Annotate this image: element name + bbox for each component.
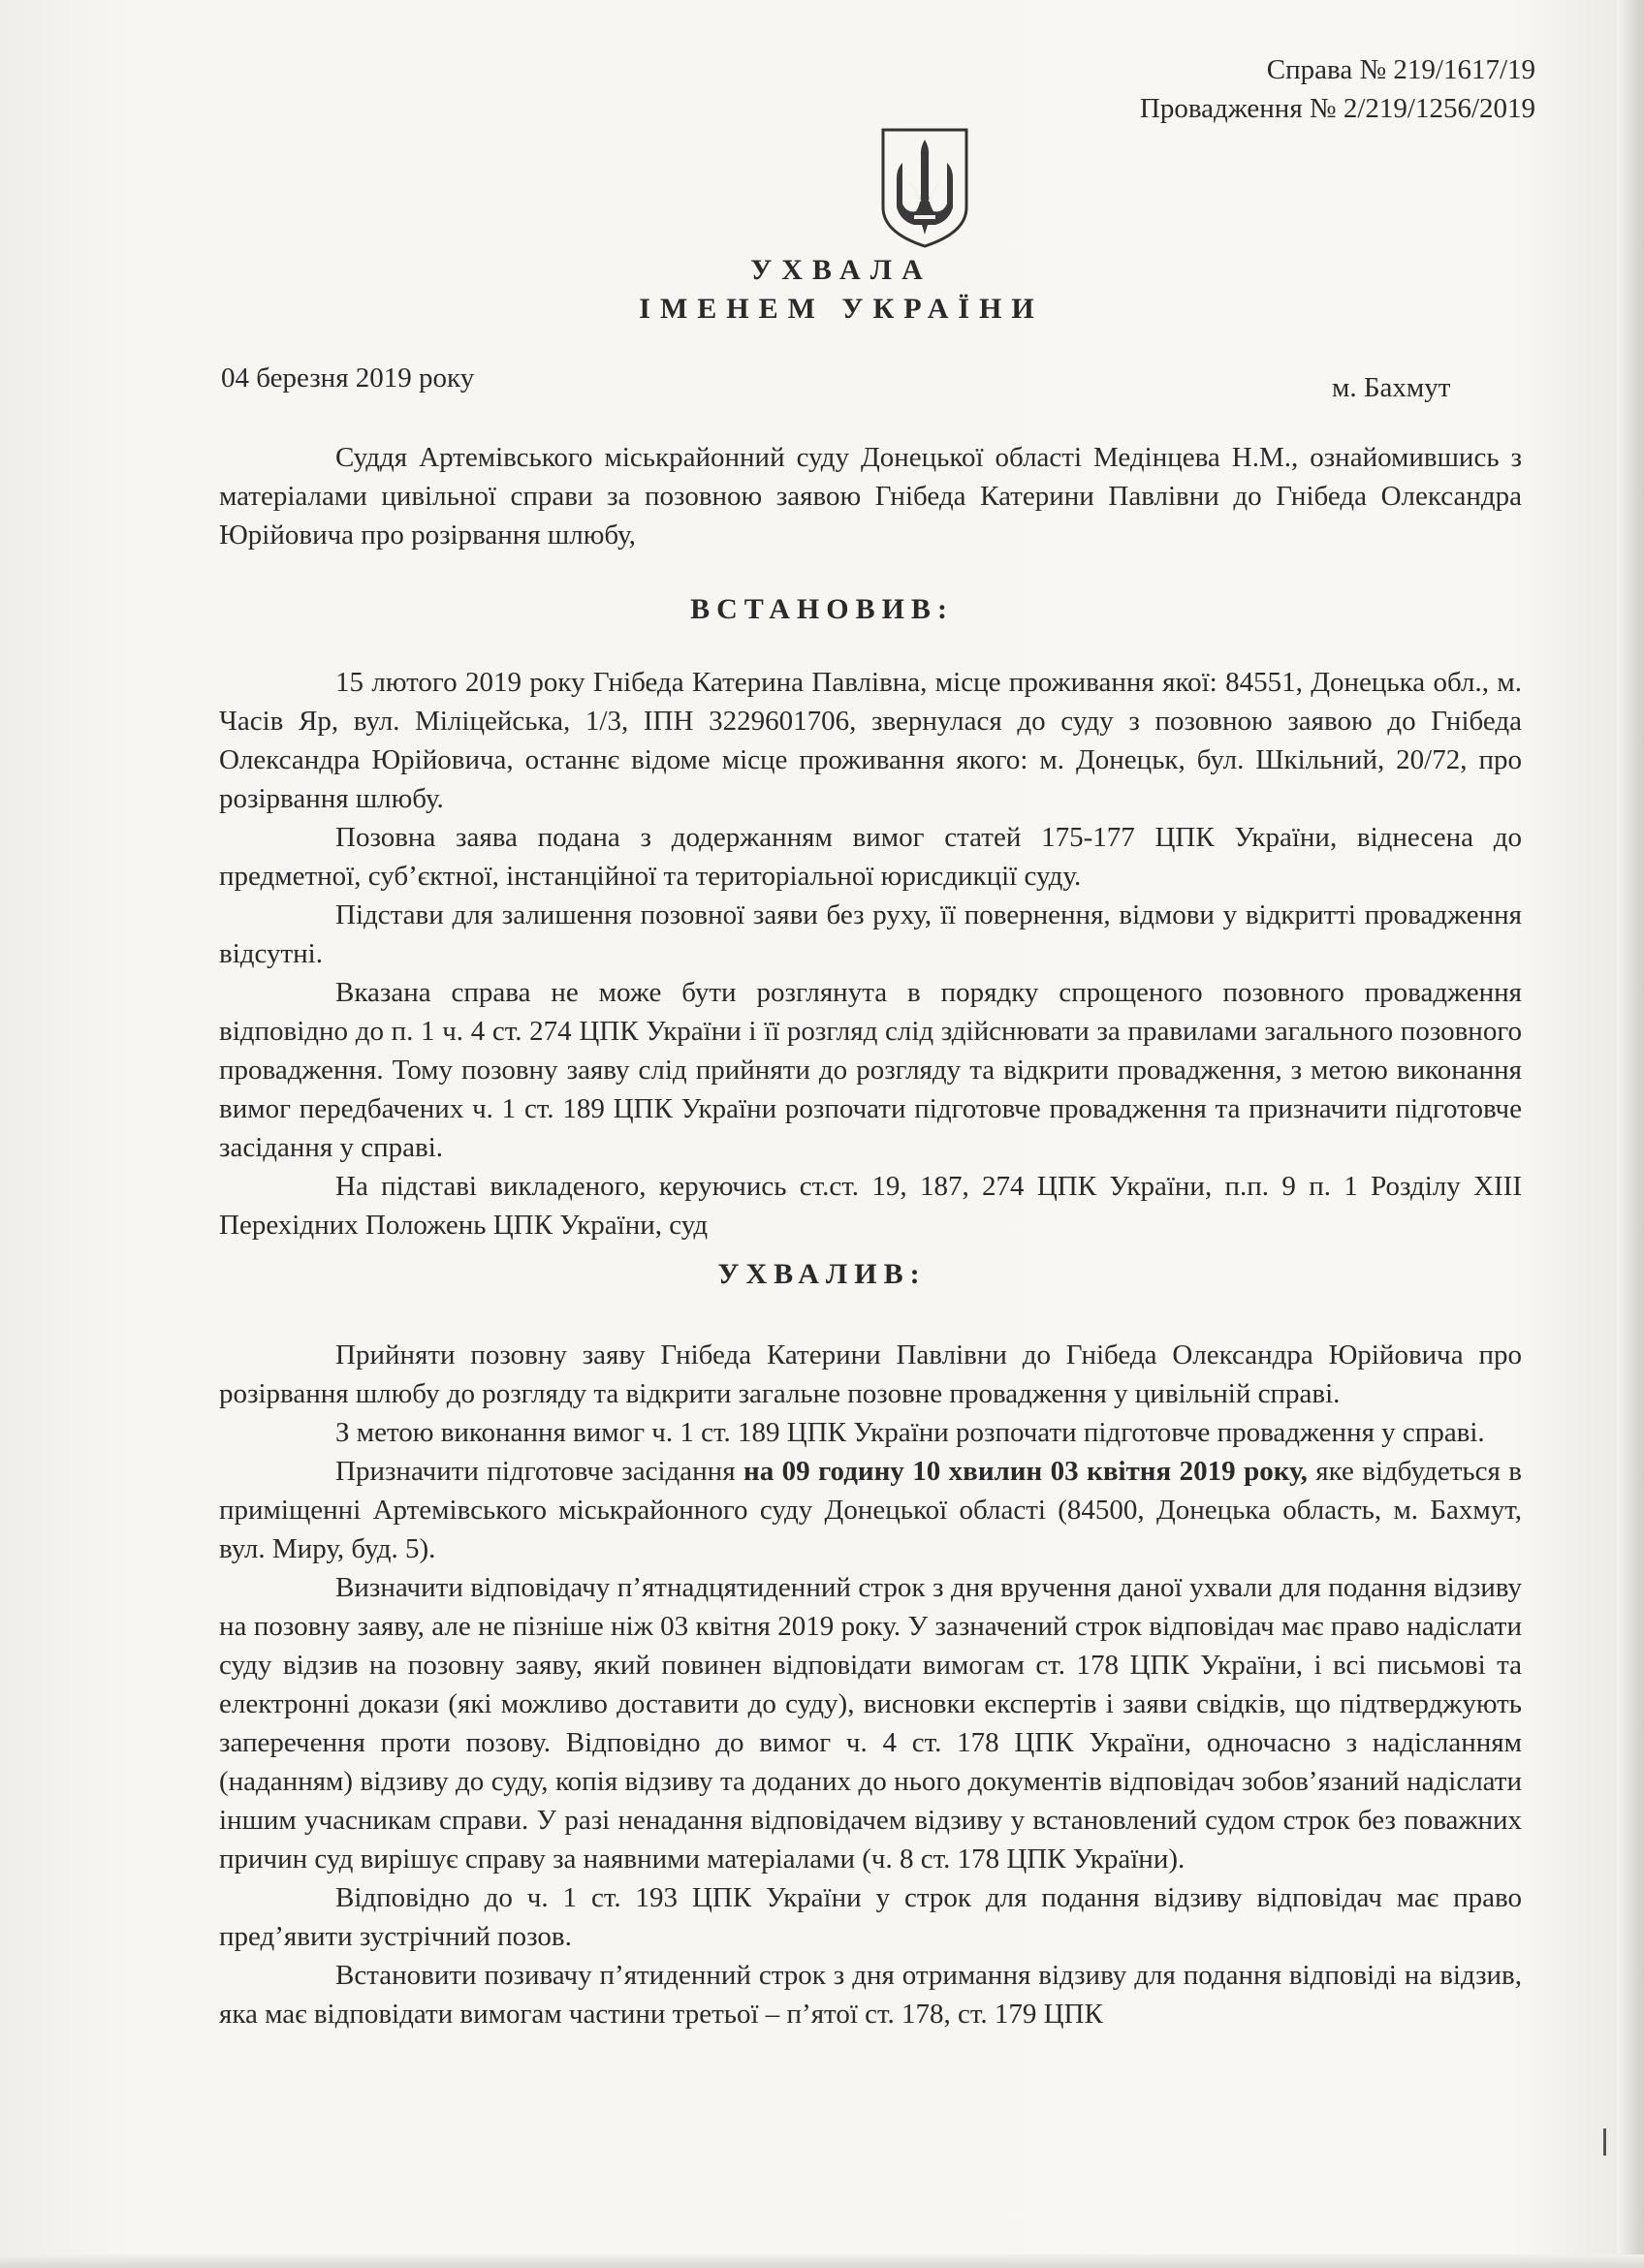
intro-paragraph	[219, 438, 1522, 554]
hearing-text-end: яке відбудеться в приміщенні Артемівського міськрайонного суду Донецької області (84500, Донецька область, м. Бахмут, вул. Миру, буд. 5).	[219, 1456, 1523, 1564]
document-title: УХВАЛА	[750, 254, 933, 286]
case-number: Справа № 219/1617/19	[1266, 54, 1535, 85]
page-bottom-edge	[0, 2254, 1644, 2268]
page-edge-shadow	[1617, 0, 1644, 2268]
ruled-heading: УХВАЛИВ:	[717, 1258, 927, 1290]
ruled-paragraph: З метою виконання вимог ч. 1 ст. 189 ЦПК України розпочати підготовче провадження у справі.	[335, 1417, 1485, 1448]
case-references	[1140, 50, 1535, 128]
hearing-text-start: Призначити підготовче засідання	[335, 1456, 743, 1487]
established-paragraph: Позовна заява подана з додержанням вимог статей 175-177 ЦПК України, віднесена до предметної, суб’єктної, інстанційної та територіальної юрисдикції суду.	[219, 822, 1522, 892]
established-paragraph: Вказана справа не може бути розглянута в порядку спрощеного позовного провадження відповідно до п. 1 ч. 4 ст. 274 ЦПК України і її розгляд слід здійснювати за правилами загального позовного провадження. Тому позовну заяву слід прийняти до розгляду та відкрити провадження, з метою виконання вимог передбачених ч. 1 ст. 189 ЦПК України розпочати підготовче провадження та призначити підготовче засідання у справі.	[219, 977, 1522, 1163]
established-paragraph: На підставі викладеного, керуючись ст.ст. 19, 187, 274 ЦПК України, п.п. 9 п. 1 Розділу XIII Перехідних Положень ЦПК України, суд	[219, 1171, 1522, 1241]
scan-mark	[1603, 2128, 1606, 2156]
ruled-paragraph: Відповідно до ч. 1 ст. 193 ЦПК України у строк для подання відзиву відповідач має право пред’явити зустрічний позов.	[219, 1882, 1522, 1952]
hearing-datetime: на 09 годину 10 хвилин 03 квітня 2019 року,	[743, 1456, 1308, 1487]
established-paragraph: 15 лютого 2019 року Гнібеда Катерина Павлівна, місце проживання якої: 84551, Донецька обл., м. Часів Яр, вул. Міліцейська, 1/3, ІПН 3229601706, звернулася до суду з позовною заявою до Гнібеда Олександра Юрійовича, останнє відоме місце проживання якого: м. Донецьк, бул. Шкільний, 20/72, про розірвання шлюбу.	[219, 667, 1522, 814]
ruled-section	[219, 1336, 1522, 2033]
established-paragraph: Підстави для залишення позовної заяви без руху, її повернення, відмови у відкритті провадження відсутні.	[219, 899, 1522, 969]
document-subtitle: ІМЕНЕМ УКРАЇНИ	[639, 293, 1044, 325]
ruled-paragraph: Прийняти позовну заяву Гнібеда Катерини Павлівни до Гнібеда Олександра Юрійовича про розірвання шлюбу до розгляду та відкрити загальне позовне провадження у цивільній справі.	[219, 1339, 1522, 1409]
ruled-paragraph: Встановити позивачу п’ятиденний строк з дня отримання відзиву для подання відповіді на відзив, яка має відповідати вимогам частини третьої – п’ятої ст. 178, ст. 179 ЦПК	[219, 1960, 1522, 2030]
ruled-paragraph-hearing	[219, 1452, 1522, 1568]
document-date: 04 березня 2019 року	[221, 362, 475, 394]
proceeding-number: Провадження № 2/219/1256/2019	[1139, 93, 1535, 124]
tryzub-coat-of-arms-icon	[877, 124, 972, 250]
established-heading: ВСТАНОВИВ:	[690, 593, 954, 625]
established-section	[219, 663, 1522, 1244]
document-city: м. Бахмут	[1332, 372, 1451, 403]
intro-text: Суддя Артемівського міськрайонний суду Донецької області Медінцева Н.М., ознайомившись з матеріалами цивільної справи за позовною заявою Гнібеда Катерини Павлівни до Гнібеда Олександра Юрійовича про розірвання шлюбу,	[219, 442, 1522, 551]
ruled-paragraph: Визначити відповідачу п’ятнадцятиденний строк з дня вручення даної ухвали для подання відзиву на позовну заяву, але не пізніше ніж 03 квітня 2019 року. У зазначений строк відповідач має право надіслати суду відзив на позовну заяву, який повинен відповідати вимогам ст. 178 ЦПК України, і всі письмові та електронні докази (які можливо доставити до суду), висновки експертів і заяви свідків, що підтверджують заперечення проти позову. Відповідно до вимог ч. 4 ст. 178 ЦПК України, одночасно з надісланням (наданням) відзиву до суду, копія відзиву та доданих до нього документів відповідач зобов’язаний надіслати іншим учасникам справи. У разі ненадання відповідачем відзиву у встановлений судом строк без поважних причин суд вирішує справу за наявними матеріалами (ч. 8 ст. 178 ЦПК України).	[219, 1572, 1522, 1874]
